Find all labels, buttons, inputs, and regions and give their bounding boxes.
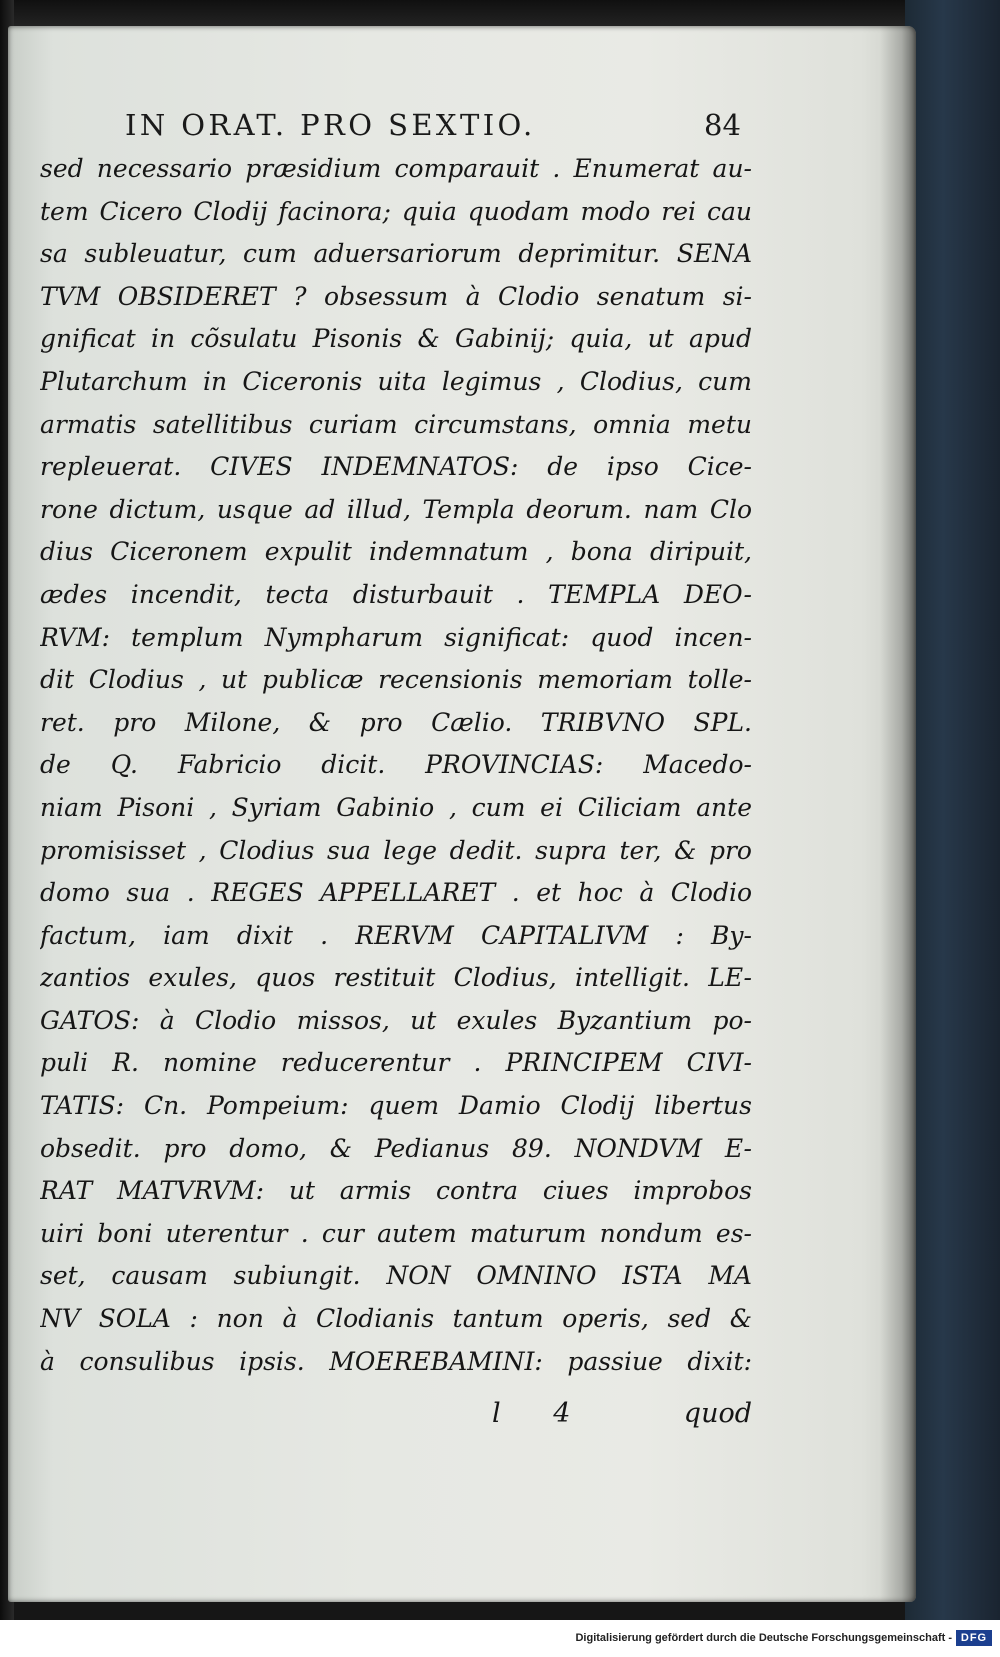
text-line: RVM: templum Nympharum significat: quod incen- xyxy=(40,622,752,652)
text-line: sa subleuatur, cum aduersariorum deprimitur. SENA xyxy=(40,239,752,269)
page-fold-shadow xyxy=(880,26,916,1602)
text-line: NV SOLA : non à Clodianis tantum operis, sed & xyxy=(40,1304,752,1334)
text-line: sed necessario præsidium comparauit . Enumerat au- xyxy=(40,154,752,183)
catchline xyxy=(40,1398,752,1440)
text-line: tem Cicero Clodij facinora; quia quodam modo rei cau xyxy=(40,196,752,226)
text-line: armatis satellitibus curiam circumstans, omnia metu xyxy=(40,409,752,439)
text-line: dit Clodius , ut publicæ recensionis memoriam tolle- xyxy=(40,665,752,695)
main-text xyxy=(40,148,752,1383)
text-line: obsedit. pro domo, & Pedianus 89. NONDVM E- xyxy=(40,1133,752,1163)
catchword: quod xyxy=(683,1398,752,1429)
text-line: puli R. nomine reducerentur . PRINCIPEM CIVI- xyxy=(40,1048,752,1078)
text-line: de Q. Fabricio dicit. PROVINCIAS: Macedo- xyxy=(40,750,752,780)
text-line: set, causam subiungit. NON OMNINO ISTA MA xyxy=(40,1261,752,1291)
running-head: IN ORAT. PRO SEXTIO. xyxy=(125,108,536,142)
text-line: TVM OBSIDERET ? obsessum à Clodio senatum si- xyxy=(40,281,752,311)
text-line: niam Pisoni , Syriam Gabinio , cum ei Ciliciam ante xyxy=(40,792,752,822)
text-line: GATOS: à Clodio missos, ut exules Byzantium po- xyxy=(40,1005,752,1035)
text-line: Plutarchum in Ciceronis uita legimus , Clodius, cum xyxy=(40,366,752,396)
text-line: rone dictum, usque ad illud, Templa deorum. nam Clo xyxy=(40,494,752,524)
dfg-logo: DFG xyxy=(956,1630,992,1646)
scan-backdrop-top xyxy=(0,0,1000,28)
text-line: repleuerat. CIVES INDEMNATOS: de ipso Cice- xyxy=(40,452,752,482)
text-line: domo sua . REGES APPELLARET . et hoc à Clodio xyxy=(40,878,752,908)
scan-backdrop-right xyxy=(905,0,1000,1620)
text-line: zantios exules, quos restituit Clodius, intelligit. LE- xyxy=(40,963,752,993)
signature-mark: l 4 xyxy=(492,1398,593,1429)
text-line: gnificat in cõsulatu Pisonis & Gabinij; quia, ut apud xyxy=(40,324,752,354)
text-line: ædes incendit, tecta disturbauit . TEMPLA DEO- xyxy=(40,579,752,609)
text-line: dius Ciceronem expulit indemnatum , bona diripuit, xyxy=(40,537,752,567)
text-line: RAT MATVRVM: ut armis contra ciues improbos xyxy=(40,1176,752,1206)
text-line: uiri boni uterentur . cur autem maturum nondum es- xyxy=(40,1218,752,1248)
text-line: promisisset , Clodius sua lege dedit. supra ter, & pro xyxy=(40,835,752,865)
text-line: ret. pro Milone, & pro Cælio. TRIBVNO SPL. xyxy=(40,707,752,737)
footer-credit: Digitalisierung gefördert durch die Deutsche Forschungsgemeinschaft - xyxy=(575,1632,952,1644)
page-number: 84 xyxy=(704,108,741,142)
text-line: TATIS: Cn. Pompeium: quem Damio Clodij libertus xyxy=(40,1091,752,1121)
text-line: factum, iam dixit . RERVM CAPITALIVM : By- xyxy=(40,920,752,950)
footer-bar xyxy=(0,1620,1000,1657)
text-line: à consulibus ipsis. MOEREBAMINI: passiue dixit: xyxy=(40,1346,752,1376)
